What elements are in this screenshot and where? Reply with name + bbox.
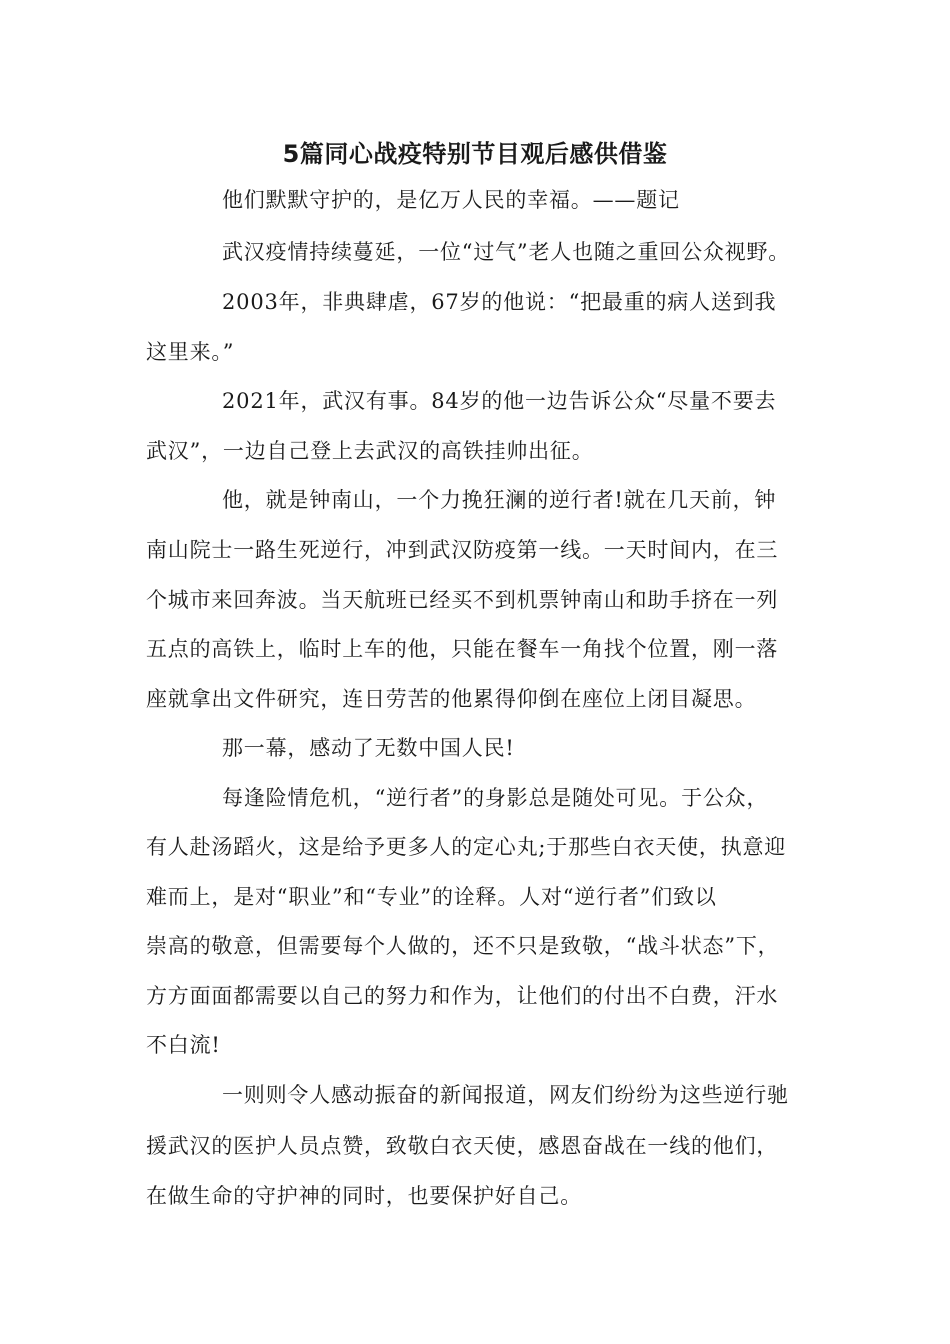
paragraph-line: 难而上，是对“职业”和“专业”的诠释。人对“逆行者”们致以 [146, 885, 717, 909]
paragraph-line: 在做生命的守护神的同时，也要保护好自己。 [146, 1184, 582, 1208]
paragraph-line: 每逢险情危机，“逆行者”的身影总是随处可见。于公众， [222, 786, 769, 810]
paragraph-line: 有人赴汤蹈火，这是给予更多人的定心丸;于那些白衣天使，执意迎 [146, 835, 787, 859]
paragraph-line: 个城市来回奔波。当天航班已经买不到机票钟南山和助手挤在一列 [146, 588, 779, 612]
paragraph-line: 援武汉的医护人员点赞，致敬白衣天使，感恩奋战在一线的他们， [146, 1134, 779, 1158]
paragraph-line: 座就拿出文件研究，连日劳苦的他累得仰倒在座位上闭目凝思。 [146, 687, 757, 711]
paragraph-line: 2021年，武汉有事。84岁的他一边告诉公众“尽量不要去 [222, 389, 777, 413]
paragraph-line: 武汉疫情持续蔓延，一位“过气”老人也随之重回公众视野。 [222, 240, 791, 264]
paragraph-line: 武汉”，一边自己登上去武汉的高铁挂帅出征。 [146, 439, 594, 463]
document-title: 5篇同心战疫特别节目观后感供借鉴 [282, 140, 668, 168]
paragraph-line: 2003年，非典肆虐，67岁的他说：“把最重的病人送到我 [222, 290, 777, 314]
paragraph-line: 方方面面都需要以自己的努力和作为，让他们的付出不白费，汗水 [146, 984, 779, 1008]
epigraph-line: 他们默默守护的，是亿万人民的幸福。——题记 [222, 188, 680, 212]
paragraph-line: 这里来。” [146, 340, 235, 364]
paragraph-line: 不白流! [146, 1033, 221, 1057]
paragraph-line: 他，就是钟南山，一个力挽狂澜的逆行者!就在几天前，钟 [222, 488, 777, 512]
paragraph-line: 崇高的敬意，但需要每个人做的，还不只是致敬，“战斗状态”下， [146, 934, 780, 958]
paragraph-line: 那一幕，感动了无数中国人民! [222, 736, 515, 760]
paragraph-line: 一则则令人感动振奋的新闻报道，网友们纷纷为这些逆行驰 [222, 1083, 789, 1107]
paragraph-line: 五点的高铁上，临时上车的他，只能在餐车一角找个位置，刚一落 [146, 637, 779, 661]
paragraph-line: 南山院士一路生死逆行，冲到武汉防疫第一线。一天时间内，在三 [146, 538, 779, 562]
